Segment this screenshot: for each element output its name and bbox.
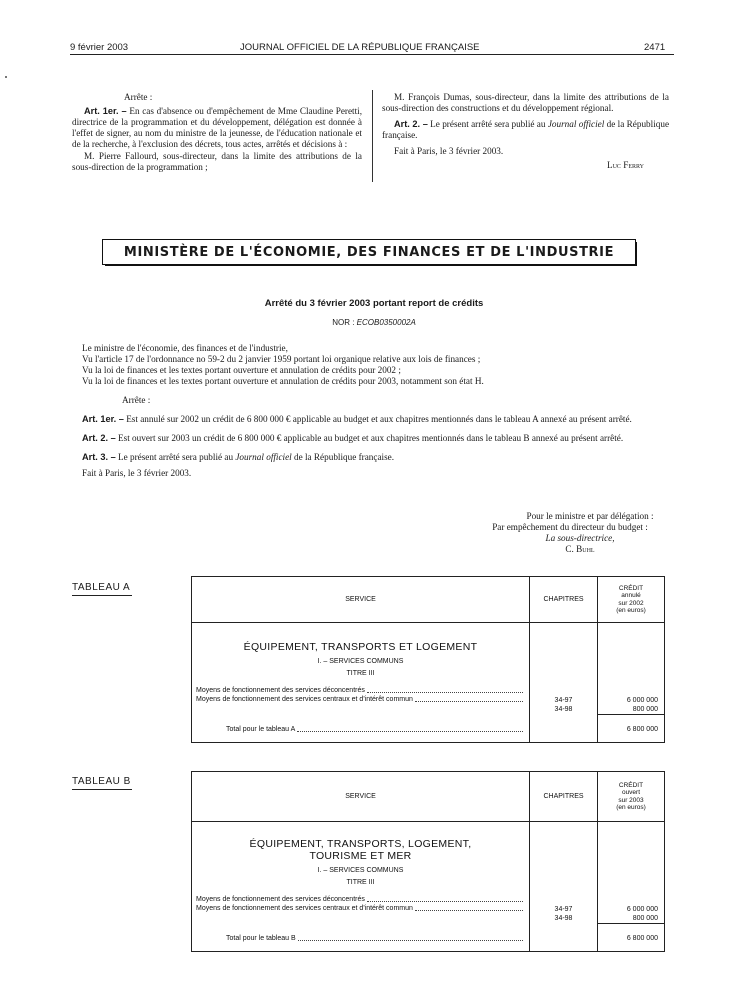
prev-art1-label: Art. 1er. – <box>84 106 127 116</box>
table-row: Moyens de fonctionnement des services centraux et d'intérêt commun <box>196 904 525 913</box>
journal-title: JOURNAL OFFICIEL DE LA RÉPUBLIQUE FRANÇAISE <box>240 42 480 53</box>
tableau-b-label: TABLEAU B <box>72 776 131 787</box>
article-3: Art. 3. – Le présent arrêté sera publié au Journal officiel de la République française. <box>82 452 395 462</box>
preamble-line: Vu la loi de finances et les textes portant ouverture et annulation de crédits pour 2002 ; <box>82 365 401 375</box>
col-header-service: SERVICE <box>192 772 530 822</box>
montant-cell: 6 000 000 800 000 <box>598 623 665 719</box>
preamble-line: Le ministre de l'économie, des finances et de l'industrie, <box>82 343 288 353</box>
arrete: Arrête : <box>122 395 151 405</box>
chapitres-cell: 34-97 34-98 <box>530 822 598 928</box>
nor-line <box>0 318 748 327</box>
header-date: 9 février 2003 <box>70 42 129 53</box>
tableau-b-label-rule <box>72 789 132 790</box>
prev-item-fallourd: M. Pierre Fallourd, sous-directeur, dans la limite des attributions de la sous-direction de la programmation ; <box>72 151 362 172</box>
prev-signature: Luc Ferry <box>606 160 644 170</box>
tableau-b <box>191 771 665 952</box>
titre-iii: TITRE III <box>346 670 375 677</box>
section-title: ÉQUIPEMENT, TRANSPORTS, LOGEMENT, <box>249 838 472 850</box>
montant-cell: 6 000 000 800 000 <box>598 822 665 928</box>
service-cell <box>192 822 530 928</box>
prev-art1-text: En cas d'absence ou d'empêchement de Mme Claudine Peretti, directrice de la programmation et du développement, délégation est donnée à l'effet de signer, au nom du ministre de la jeunesse, de l'éducation nationale et de la recherche, à l'exclusion des décrets, tous actes, arrêtés et décisions à : <box>72 106 363 149</box>
col-header-credit: CRÉDIT annulé sur 2002 (en euros) <box>598 577 665 623</box>
tableau-a-label-rule <box>72 595 132 596</box>
section-title: TOURISME ET MER <box>309 850 412 862</box>
page-number: 2471 <box>644 42 666 53</box>
article-2: Art. 2. – Est ouvert sur 2003 un crédit de 6 800 000 € applicable au budget et aux chapitres mentionnés dans le tableau B annexé au présent arrêté. <box>82 433 624 443</box>
chapitres-cell: 34-97 34-98 <box>530 623 598 719</box>
preamble-line: Vu l'article 17 de l'ordonnance no 59-2 du 2 janvier 1959 portant loi organique relative aux lois de finances ; <box>82 354 481 364</box>
prev-article-1 <box>72 106 362 150</box>
prev-art2-label: Art. 2. – <box>394 119 428 129</box>
preamble-line: Vu la loi de finances et les textes portant ouverture et annulation de crédits pour 2003, notamment son état H. <box>82 376 484 386</box>
tableau-a-label: TABLEAU A <box>72 582 131 593</box>
service-cell <box>192 623 530 719</box>
total-value: 6 800 000 <box>626 725 658 733</box>
total-row: Total pour le tableau A <box>192 719 530 743</box>
margin-mark <box>5 76 7 78</box>
col-header-service: SERVICE <box>192 577 530 623</box>
nor-label: NOR : <box>332 318 355 327</box>
services-communs: I. – SERVICES COMMUNS <box>317 658 404 665</box>
prev-article-2: Art. 2. – Le présent arrêté sera publié au Journal officiel de la République française. <box>382 119 670 140</box>
prev-decree-left-column <box>72 92 362 173</box>
col-header-credit: CRÉDIT ouvert sur 2003 (en euros) <box>598 772 665 822</box>
fait-a-paris: Fait à Paris, le 3 février 2003. <box>82 468 192 478</box>
table-row: Moyens de fonctionnement des services déconcentrés <box>196 895 525 904</box>
table-row: Moyens de fonctionnement des services centraux et d'intérêt commun <box>196 695 525 704</box>
header-rule <box>70 54 674 55</box>
ministry-heading: MINISTÈRE DE L'ÉCONOMIE, DES FINANCES ET DE L'INDUSTRIE <box>102 239 636 265</box>
column-divider <box>372 90 373 182</box>
decree-title: Arrêté du 3 février 2003 portant report de crédits <box>264 298 484 309</box>
section-title: ÉQUIPEMENT, TRANSPORTS ET LOGEMENT <box>243 641 478 653</box>
services-communs: I. – SERVICES COMMUNS <box>317 867 404 874</box>
prev-decree-right-column <box>382 92 669 171</box>
prev-fait: Fait à Paris, le 3 février 2003. <box>394 146 504 156</box>
decree-body <box>72 343 670 479</box>
article-1: Art. 1er. – Est annulé sur 2002 un crédit de 6 800 000 € applicable au budget et aux chapitres mentionnés dans le tableau A annexé au présent arrêté. <box>82 414 632 424</box>
signature-block: Pour le ministre et par délégation : Par empêchement du directeur du budget : La sous-directrice, C. Buhl <box>492 511 654 554</box>
total-value: 6 800 000 <box>626 934 658 942</box>
nor-value: ECOB0350002A <box>356 318 416 327</box>
table-row: Moyens de fonctionnement des services déconcentrés <box>196 686 525 695</box>
tableau-a <box>191 576 665 743</box>
journal-officiel-ref: Journal officiel <box>547 119 605 129</box>
titre-iii: TITRE III <box>346 879 375 886</box>
prev-item-dumas: M. François Dumas, sous-directeur, dans la limite des attributions de la sous-direction des constructions et du développement régional. <box>382 92 669 113</box>
col-header-chapitres: CHAPITRES <box>530 772 598 822</box>
prev-arrete: Arrête : <box>124 92 153 102</box>
col-header-chapitres: CHAPITRES <box>530 577 598 623</box>
total-row: Total pour le tableau B <box>192 928 530 952</box>
